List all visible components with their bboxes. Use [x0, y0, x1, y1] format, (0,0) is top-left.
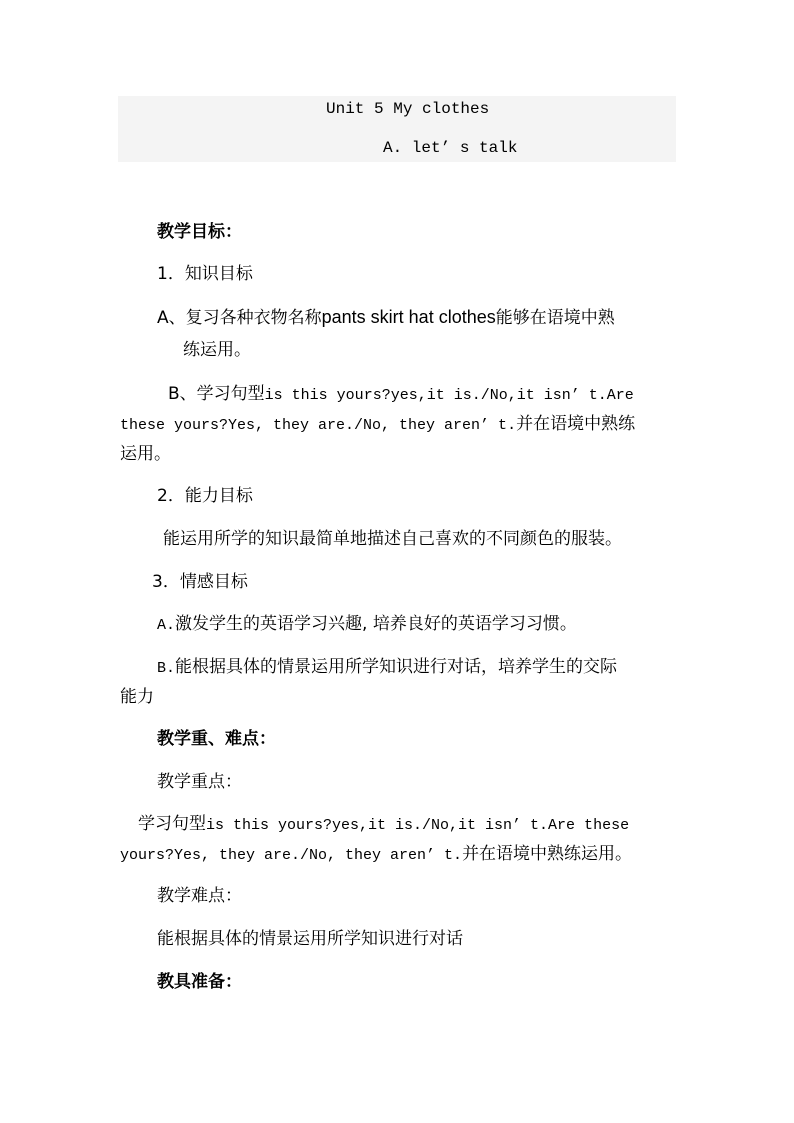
key-point-cn2: 并在语境中熟练运用。 — [462, 844, 633, 864]
knowledge-a-line2: 练运用。 — [183, 340, 251, 360]
key-point-label: 教学重点： — [157, 772, 242, 792]
knowledge-item-b — [168, 379, 634, 411]
knowledge-b-en1: is this yours?yes,it is./No,it isn’ t.Are — [264, 387, 634, 404]
ability-text: 能运用所学的知识最简单地描述自己喜欢的不同颜色的服装。 — [163, 529, 622, 549]
key-point-line1 — [138, 809, 629, 841]
knowledge-label: 1．知识目标 — [157, 264, 253, 284]
knowledge-b-prefix: B、学习句型 — [168, 384, 265, 404]
tools-heading: 教具准备： — [157, 972, 242, 992]
key-point-line2 — [120, 839, 632, 871]
knowledge-b-line3: 运用。 — [120, 444, 171, 464]
difficulty-label: 教学难点： — [157, 886, 242, 906]
knowledge-b-cn2: 并在语境中熟练 — [516, 414, 636, 434]
key-point-prefix: 学习句型 — [138, 814, 206, 834]
emotion-b-prefix: B. — [157, 660, 176, 677]
emotion-b-text: 能根据具体的情景运用所学知识进行对话，培养学生的交际 — [175, 657, 618, 677]
emotion-label: 3．情感目标 — [152, 572, 248, 592]
key-point-en2: yours?Yes, they are./No, they aren’ t. — [120, 847, 463, 864]
emotion-item-b — [157, 652, 617, 684]
document-title: Unit 5 My clothes — [326, 100, 490, 118]
emotion-a-text: 激发学生的英语学习兴趣, 培养良好的英语学习习惯。 — [175, 614, 577, 634]
ability-label: 2．能力目标 — [157, 486, 253, 506]
key-difficulty-heading: 教学重、难点： — [157, 729, 276, 749]
document-subtitle: A. let’ s talk — [383, 139, 518, 157]
emotion-a-prefix: A. — [157, 617, 176, 634]
knowledge-b-en2: these yours?Yes, they are./No, they aren’ t. — [120, 417, 517, 434]
emotion-item-a — [157, 609, 577, 641]
knowledge-item-a — [157, 302, 615, 333]
emotion-b-line2: 能力 — [120, 687, 154, 707]
difficulty-text: 能根据具体的情景运用所学知识进行对话 — [157, 929, 463, 949]
knowledge-a-prefix: A、复习各种衣物名称 — [157, 308, 322, 328]
knowledge-a-suffix: 能够在语境中熟 — [495, 308, 615, 328]
knowledge-a-words: pants skirt hat clothes — [321, 307, 496, 327]
key-point-en1: is this yours?yes,it is./No,it isn’ t.Are these — [206, 817, 630, 834]
knowledge-b-line2 — [120, 409, 635, 441]
objectives-heading: 教学目标： — [157, 222, 242, 242]
